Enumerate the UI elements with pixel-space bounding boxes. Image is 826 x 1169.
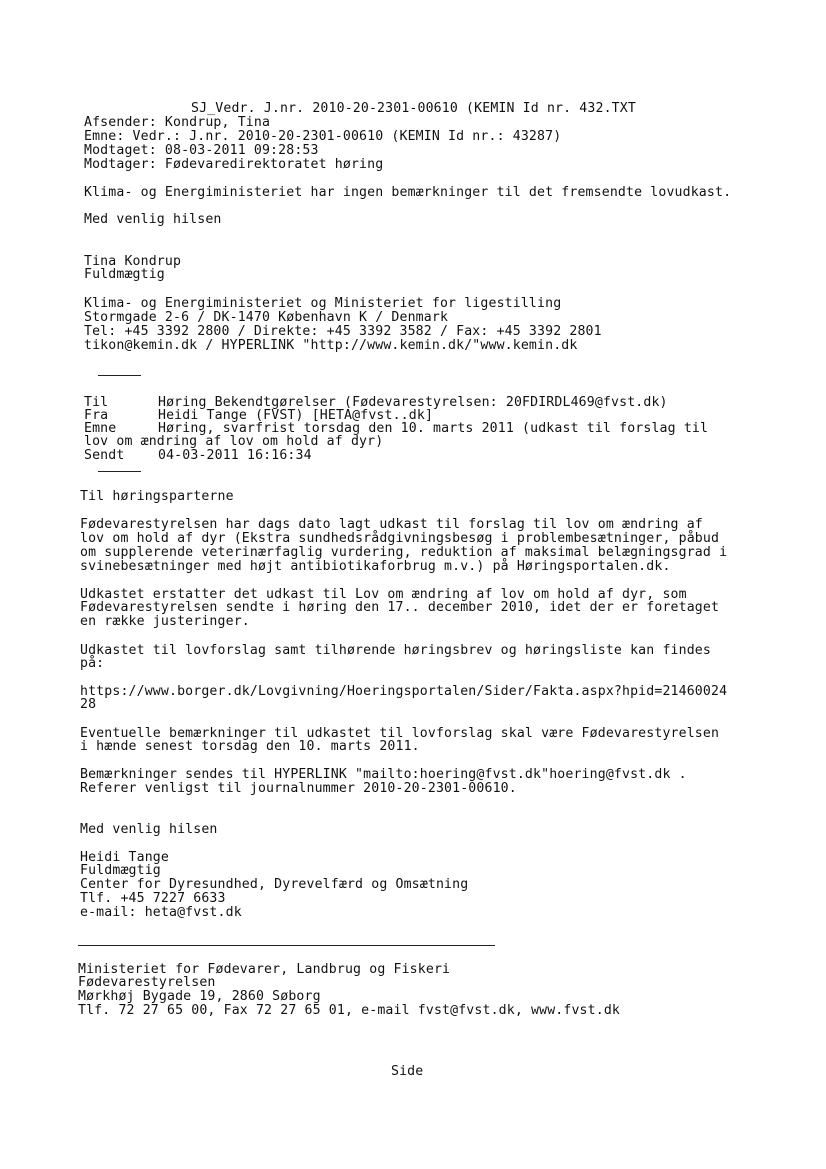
- to-label: Til: [84, 395, 109, 410]
- paragraph-line: Eventuelle bemærkninger til udkastet til lovforslag skal være Fødevarestyrelsen: [80, 726, 720, 741]
- footer-address: Mørkhøj Bygade 19, 2860 Søborg: [78, 989, 321, 1004]
- recipient-line: Modtager: Fødevaredirektoratet høring: [84, 157, 384, 172]
- paragraph-line: Fødevarestyrelsen sendte i høring den 17.. december 2010, idet der er foretaget: [80, 600, 720, 615]
- received-line: Modtaget: 08-03-2011 09:28:53: [84, 143, 319, 158]
- signer-links: tikon@kemin.dk / HYPERLINK "http://www.kemin.dk/"www.kemin.dk: [84, 338, 578, 353]
- page-label: Side: [391, 1064, 424, 1079]
- signer-email: e-mail: heta@fvst.dk: [80, 905, 242, 920]
- paragraph-line: Bemærkninger sendes til HYPERLINK "mailto:hoering@fvst.dk"hoering@fvst.dk .: [80, 767, 687, 782]
- signer-title: Fuldmægtig: [84, 267, 165, 282]
- signer-org: Klima- og Energiministeriet og Ministeriet for ligestilling: [84, 296, 562, 311]
- to-value: Høring Bekendtgørelser (Fødevarestyrelsen: 20FDIRDL469@fvst.dk): [158, 395, 668, 410]
- salutation: Til høringsparterne: [80, 489, 234, 504]
- subject-label: Emne: [84, 421, 117, 436]
- reply-body: Klima- og Energiministeriet har ingen bemærkninger til det fremsendte lovudkast.: [84, 185, 732, 200]
- footer-contact: Tlf. 72 27 65 00, Fax 72 27 65 01, e-mail fvst@fvst.dk, www.fvst.dk: [78, 1003, 620, 1018]
- paragraph-line: i hænde senest torsdag den 10. marts 2011.: [80, 739, 420, 754]
- sent-label: Sendt: [84, 448, 125, 463]
- sent-value: 04-03-2011 16:16:34: [158, 448, 312, 463]
- signer-name: Heidi Tange: [80, 850, 169, 865]
- signer-address: Stormgade 2-6 / DK-1470 København K / Denmark: [84, 310, 449, 325]
- signer-name: Tina Kondrup: [84, 254, 182, 269]
- paragraph-line: Referer venligst til journalnummer 2010-20-2301-00610.: [80, 781, 517, 796]
- footer-agency: Fødevarestyrelsen: [78, 975, 216, 990]
- from-label: Fra: [84, 408, 109, 423]
- reply-closing: Med venlig hilsen: [84, 212, 222, 227]
- file-header: SJ_Vedr. J.nr. 2010-20-2301-00610 (KEMIN Id nr. 432.TXT: [191, 101, 636, 116]
- subject-line: Emne: Vedr.: J.nr. 2010-20-2301-00610 (KEMIN Id nr.: 43287): [84, 129, 562, 144]
- subject-continued: lov om ændring af lov om hold af dyr): [84, 434, 384, 449]
- subject-value: Høring, svarfrist torsdag den 10. marts 2011 (udkast til forslag til: [158, 421, 709, 436]
- separator-short: [98, 375, 141, 376]
- paragraph-line: Udkastet til lovforslag samt tilhørende høringsbrev og høringsliste kan findes: [80, 643, 711, 658]
- footer-ministry: Ministeriet for Fødevarer, Landbrug og Fiskeri: [78, 962, 451, 977]
- sender-line: Afsender: Kondrup, Tina: [84, 115, 271, 130]
- signer-department: Center for Dyresundhed, Dyrevelfærd og Omsætning: [80, 877, 469, 892]
- from-value: Heidi Tange (FVST) [HETA@fvst..dk]: [158, 408, 434, 423]
- paragraph-line: svinebesætninger med højt antibiotikaforbrug m.v.) på Høringsportalen.dk.: [80, 559, 671, 574]
- signer-title: Fuldmægtig: [80, 863, 161, 878]
- signer-phone: Tlf. +45 7227 6633: [80, 891, 226, 906]
- url-line[interactable]: https://www.borger.dk/Lovgivning/Hoeringsportalen/Sider/Fakta.aspx?hpid=21460024: [80, 684, 728, 699]
- footer-divider: [78, 945, 495, 946]
- paragraph-line: på:: [80, 656, 105, 671]
- url-line[interactable]: 28: [80, 697, 97, 712]
- letter-closing: Med venlig hilsen: [80, 822, 218, 837]
- paragraph-line: en række justeringer.: [80, 614, 250, 629]
- separator-short: [98, 471, 141, 472]
- paragraph-line: Fødevarestyrelsen har dags dato lagt udkast til forslag til lov om ændring af: [80, 517, 703, 532]
- paragraph-line: om supplerende veterinærfaglig vurdering, reduktion af maksimal belægningsgrad i: [80, 545, 728, 560]
- signer-phone: Tel: +45 3392 2800 / Direkte: +45 3392 3582 / Fax: +45 3392 2801: [84, 324, 602, 339]
- paragraph-line: lov om hold af dyr (Ekstra sundhedsrådgivningsbesøg i problembesætninger, påbud: [80, 531, 720, 546]
- paragraph-line: Udkastet erstatter det udkast til Lov om ændring af lov om hold af dyr, som: [80, 587, 687, 602]
